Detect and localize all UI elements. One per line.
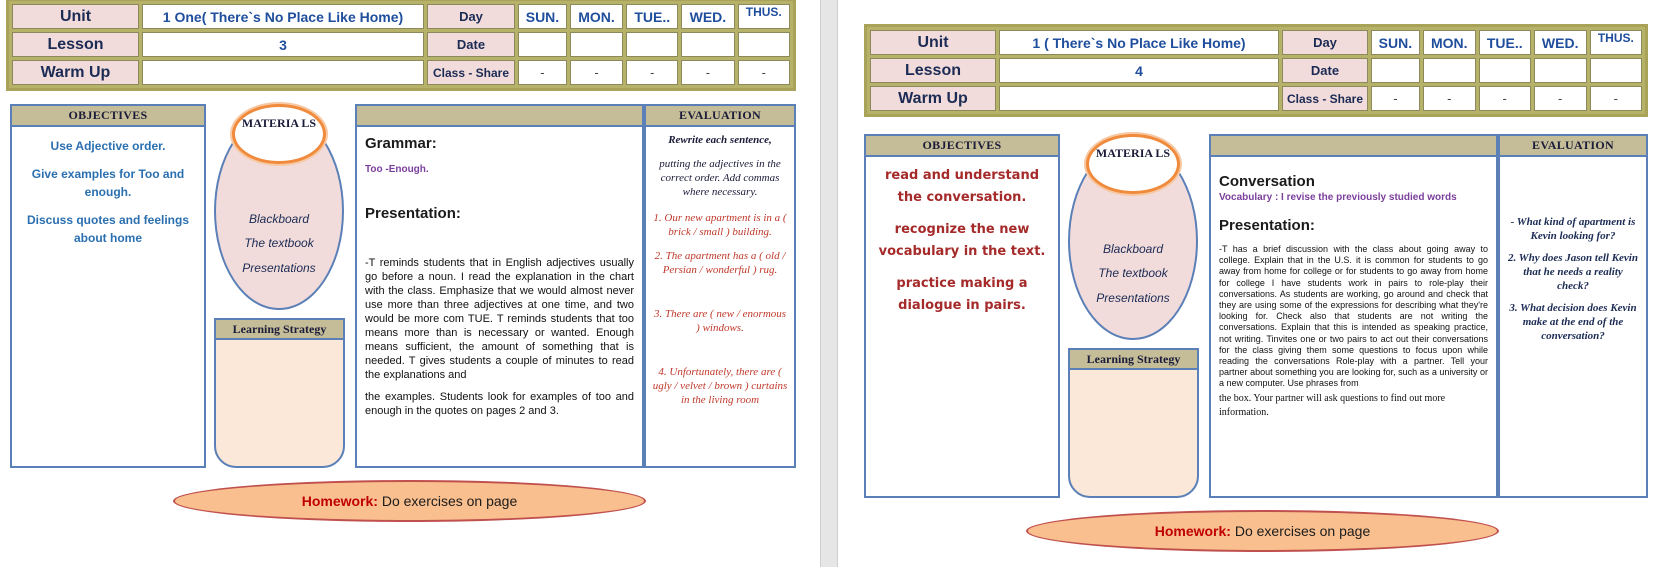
conversation-title: Conversation [1219,173,1315,190]
vocabulary-topic: Vocabulary : I revise the previously studied words [1219,192,1457,203]
learning-strategy-title: Learning Strategy [1070,350,1197,370]
objective-item: recognize the new vocabulary in the text. [878,222,1046,259]
learning-strategy-title: Learning Strategy [216,320,343,340]
share-cell: - [681,60,734,85]
material-item: Presentations [1096,291,1170,305]
homework-text: Do exercises on page [381,493,518,509]
unit-label: Unit [870,30,996,55]
content-header-bar [1211,136,1496,157]
lesson-header-table [6,0,796,91]
share-cell: - [518,60,567,85]
date-cell[interactable] [1534,58,1587,83]
evaluation-question: 2. Why does Jason tell Kevin that he needs a reality check? [1508,252,1638,292]
materials-title: MATERIA LS [232,104,326,164]
unit-value: 1 One( There`s No Place Like Home) [142,4,424,29]
class-share-label: Class - Share [427,60,515,85]
homework-text: Do exercises on page [1234,523,1371,539]
day-thu: THUS. [1590,30,1642,55]
presentation-title: Presentation: [365,205,461,222]
date-label: Date [1282,58,1368,83]
objective-item: practice making a dialogue in pairs. [896,276,1028,313]
lesson-label: Lesson [870,58,996,83]
day-wed: WED. [1534,30,1587,55]
warmup-value[interactable] [999,86,1279,111]
day-tue: TUE.. [1479,30,1531,55]
date-cell[interactable] [1371,58,1420,83]
grammar-title: Grammar: [365,135,437,152]
share-cell: - [738,60,791,85]
evaluation-title: EVALUATION [646,106,794,127]
lesson-plan-page-1 [0,0,820,567]
day-thu: THUS. [738,4,791,29]
homework-oval [1026,510,1499,552]
objectives-title: OBJECTIVES [866,136,1058,157]
objective-item: Give examples for Too and enough. [31,167,185,199]
unit-value: 1 ( There`s No Place Like Home) [999,30,1279,55]
share-cell: - [1534,86,1587,111]
content-header-bar [357,106,642,127]
date-cell[interactable] [1590,58,1642,83]
date-cell[interactable] [738,32,791,57]
date-cell[interactable] [626,32,678,57]
page-gutter [820,0,838,567]
share-cell: - [1590,86,1642,111]
objectives-title: OBJECTIVES [12,106,204,127]
material-item: The textbook [244,236,314,250]
presentation-paragraph: -T has a brief discussion with the class about going away to college. Explain that in the U.S. it is common for students to go away from home for college or for students to go away from home for college I have students work in pairs to role-play their conversations. As students are working, go around and check that they are using some of the expressions for describing what they're looking for. Check also that students are not writing the conversations. Explain that this is intended as speaking practice, not writing. Tinvites one or two pairs to act out their conversations for the class giving them some questions to focus upon while reading the conversations Role-play with a partner. Tell your partner about something you are looking for, such as a university or a new computer. Use phrases from [1219,244,1488,389]
grammar-topic: Too -Enough. [365,164,429,175]
date-cell[interactable] [1423,58,1476,83]
date-cell[interactable] [1479,58,1531,83]
warmup-label: Warm Up [870,86,996,111]
materials-title: MATERIA LS [1086,134,1180,194]
evaluation-box [644,104,796,468]
evaluation-question: 2. The apartment has a ( old / Persian / wonderful ) rug. [654,250,786,276]
evaluation-question: 4. Unfortunately, there are ( ugly / velvet / brown ) curtains in the living room [652,366,788,406]
lesson-value: 4 [999,58,1279,83]
presentation-paragraph: the examples. Students look for examples of too and enough in the quotes on pages 2 and 3. [365,391,634,417]
day-label: Day [427,4,515,29]
date-cell[interactable] [570,32,623,57]
class-share-label: Class - Share [1282,86,1368,111]
evaluation-question: 3. There are ( new / enormous ) windows. [653,308,787,334]
presentation-paragraph: the box. Your partner will ask questions to find out more information. [1219,392,1446,418]
presentation-title: Presentation: [1219,217,1315,234]
objective-item: read and understand the conversation. [884,168,1040,205]
day-label: Day [1282,30,1368,55]
lesson-value: 3 [142,32,424,57]
homework-label: Homework: [1154,523,1231,539]
objectives-box [864,134,1060,498]
objective-item: Use Adjective order. [50,139,166,153]
content-box [1209,134,1498,498]
share-cell: - [570,60,623,85]
evaluation-title: EVALUATION [1500,136,1646,157]
day-mon: MON. [1423,30,1476,55]
material-item: The textbook [1098,266,1168,280]
warmup-value[interactable] [142,60,424,85]
warmup-label: Warm Up [12,60,139,85]
day-wed: WED. [681,4,734,29]
evaluation-question: 1. Our new apartment is in a ( brick / small ) building. [653,212,787,238]
learning-strategy-box [1068,348,1199,498]
share-cell: - [1479,86,1531,111]
evaluation-box [1498,134,1648,498]
date-cell[interactable] [681,32,734,57]
material-item: Presentations [242,261,316,275]
content-box [355,104,644,468]
objectives-box [10,104,206,468]
lesson-label: Lesson [12,32,139,57]
material-item: Blackboard [1102,242,1164,256]
day-sun: SUN. [518,4,567,29]
lesson-plan-page-2 [838,0,1654,567]
day-sun: SUN. [1371,30,1420,55]
date-label: Date [427,32,515,57]
unit-label: Unit [12,4,139,29]
homework-oval [173,480,646,522]
share-cell: - [1423,86,1476,111]
day-tue: TUE.. [626,4,678,29]
evaluation-question: - What kind of apartment is Kevin looking for? [1510,216,1636,242]
evaluation-question: 3. What decision does Kevin make at the end of the conversation? [1509,302,1637,342]
learning-strategy-box [214,318,345,468]
date-cell[interactable] [518,32,567,57]
evaluation-instruction: Rewrite each sentence, [668,134,772,146]
share-cell: - [1371,86,1420,111]
day-mon: MON. [570,4,623,29]
presentation-paragraph: -T reminds students that in English adjectives usually go before a noun. I read the explanation in the chart with the class. Emphasize that we would almost never use more than three adjectives at one time, and two would be more com TUE. T reminds students that too means more than is necessary or wanted. Enough means sufficient, the amount of something that is needed. T gives students a couple of minutes to read the explanations and [365,257,634,381]
lesson-header-table [864,24,1648,117]
evaluation-instruction: putting the adjectives in the correct order. Add commas where necessary. [659,158,781,198]
objective-item: Discuss quotes and feelings about home [26,213,190,245]
share-cell: - [626,60,678,85]
material-item: Blackboard [248,212,310,226]
homework-label: Homework: [301,493,378,509]
